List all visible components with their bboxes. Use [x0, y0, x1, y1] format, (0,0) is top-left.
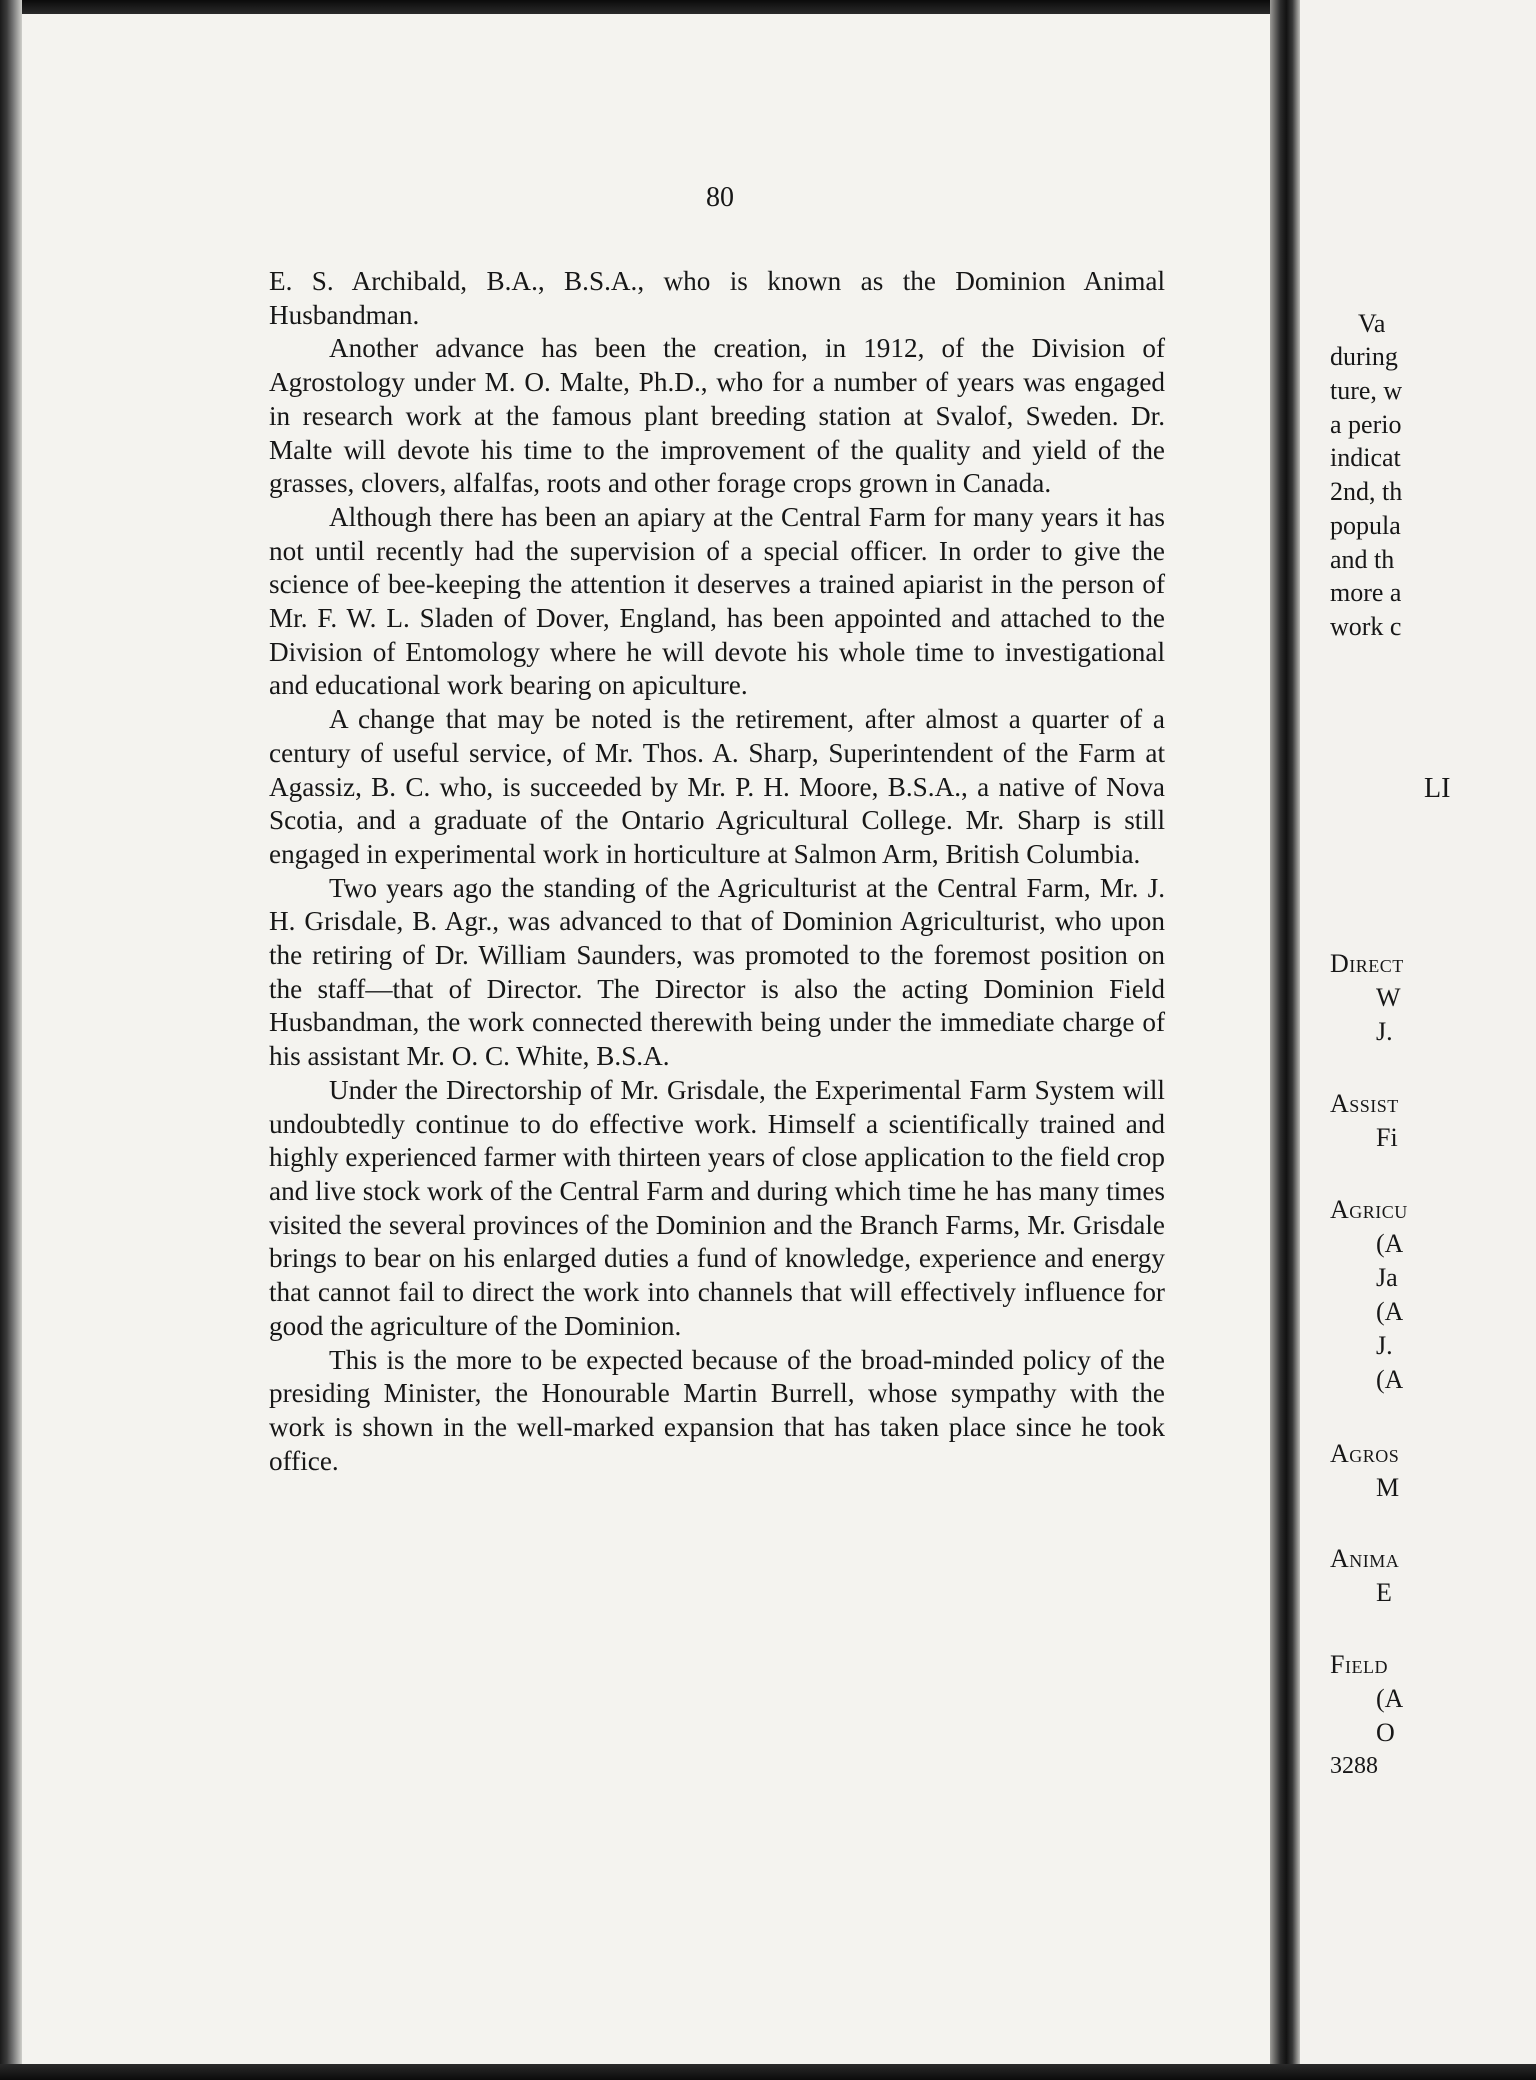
- right-page-fragment: more a: [1330, 578, 1402, 607]
- right-page-fragment: a perio: [1330, 410, 1402, 439]
- book-gutter: [1270, 0, 1300, 2080]
- right-page-fragment: Direct: [1330, 949, 1404, 978]
- right-page-fragment: O: [1376, 1718, 1395, 1747]
- right-page-fragment: (A: [1376, 1684, 1404, 1713]
- right-page-fragment: J.: [1376, 1331, 1393, 1360]
- right-page-fragment: (A: [1376, 1229, 1404, 1258]
- right-page-fragment: indicat: [1330, 443, 1401, 472]
- right-page-fragment: M: [1376, 1473, 1400, 1502]
- paragraph: A change that may be noted is the retirement, after almost a quarter of a century of useful service, of Mr. Thos. A. Sharp, Superintendent of the Farm at Agassiz, B. C. who, is succeeded by Mr. P. H. Moore, B.S.A., a native of Nova Scotia, and a graduate of the Ontario Agricultural College. Mr. Sharp is still engaged in experimental work in horticulture at Salmon Arm, British Columbia.: [269, 704, 1165, 869]
- right-page-fragment: (A: [1376, 1297, 1404, 1326]
- paragraph: This is the more to be expected because of the broad-minded policy of the presiding Minister, the Honourable Martin Burrell, whose sympathy with the work is shown in the well-marked expansion that has taken place since he took office.: [269, 1344, 1165, 1476]
- right-page-fragment: Va: [1358, 309, 1386, 338]
- right-page-fragment: work c: [1330, 612, 1402, 641]
- left-page: [22, 14, 1270, 2064]
- body-text: [269, 265, 1165, 1478]
- right-page-fragment: Ja: [1376, 1263, 1398, 1292]
- right-page-fragment: ture, w: [1330, 376, 1403, 405]
- right-page-fragment: and th: [1330, 545, 1395, 574]
- right-page-fragment: popula: [1330, 511, 1401, 540]
- right-page-fragment: 2nd, th: [1330, 477, 1403, 506]
- right-page-fragment: Field: [1330, 1650, 1388, 1679]
- right-page-fragment: Agros: [1330, 1439, 1400, 1468]
- scan-edge-bottom: [0, 2064, 1536, 2080]
- right-page-fragment: E: [1376, 1578, 1392, 1607]
- paragraph: Although there has been an apiary at the Central Farm for many years it has not until recently had the supervision of a special officer. In order to give the science of bee-keeping the attention it deserves a trained apiarist in the person of Mr. F. W. L. Sladen of Dover, England, has been appointed and attached to the Division of Entomology where he will devote his whole time to investigational and educational work bearing on apiculture.: [269, 501, 1165, 701]
- right-page-fragment: during: [1330, 342, 1398, 371]
- right-page-fragment: J.: [1376, 1017, 1393, 1046]
- paragraph: E. S. Archibald, B.A., B.S.A., who is known as the Dominion Animal Husbandman.: [269, 266, 1165, 330]
- book-edge-left: [0, 0, 22, 2080]
- right-page-fragment: Anima: [1330, 1544, 1400, 1573]
- right-page-fragment: Fi: [1376, 1123, 1398, 1152]
- right-page-fragment: (A: [1376, 1365, 1404, 1394]
- right-page-fragment: W: [1376, 983, 1401, 1012]
- paragraph: Under the Directorship of Mr. Grisdale, the Experimental Farm System will undoubtedly continue to do effective work. Himself a scientifically trained and highly experienced farmer with thirteen years of close application to the field crop and live stock work of the Central Farm and during which time he has many times visited the several provinces of the Dominion and the Branch Farms, Mr. Grisdale brings to bear on his enlarged duties a fund of knowledge, experience and energy that cannot fail to direct the work into channels that will effectively influence for good the agriculture of the Dominion.: [269, 1074, 1165, 1341]
- right-page-fragment: Agricu: [1330, 1195, 1408, 1224]
- paragraph: Two years ago the standing of the Agriculturist at the Central Farm, Mr. J. H. Grisdale, B. Agr., was advanced to that of Dominion Agriculturist, who upon the retiring of Dr. William Saunders, was promoted to the foremost position on the staff—that of Director. The Director is also the acting Dominion Field Husbandman, the work connected therewith being under the immediate charge of his assistant Mr. O. C. White, B.S.A.: [269, 872, 1165, 1072]
- right-page-fragment: LI: [1424, 773, 1451, 804]
- page-number: 80: [706, 182, 734, 213]
- right-page-fragment: 3288: [1330, 1753, 1378, 1779]
- paragraph: Another advance has been the creation, in 1912, of the Division of Agrostology under M. O. Malte, Ph.D., who for a number of years was engaged in research work at the famous plant breeding station at Svalof, Sweden. Dr. Malte will devote his time to the improvement of the quality and yield of the grasses, clovers, alfalfas, roots and other forage crops grown in Canada.: [269, 333, 1165, 499]
- right-page-fragment: Assist: [1330, 1089, 1399, 1118]
